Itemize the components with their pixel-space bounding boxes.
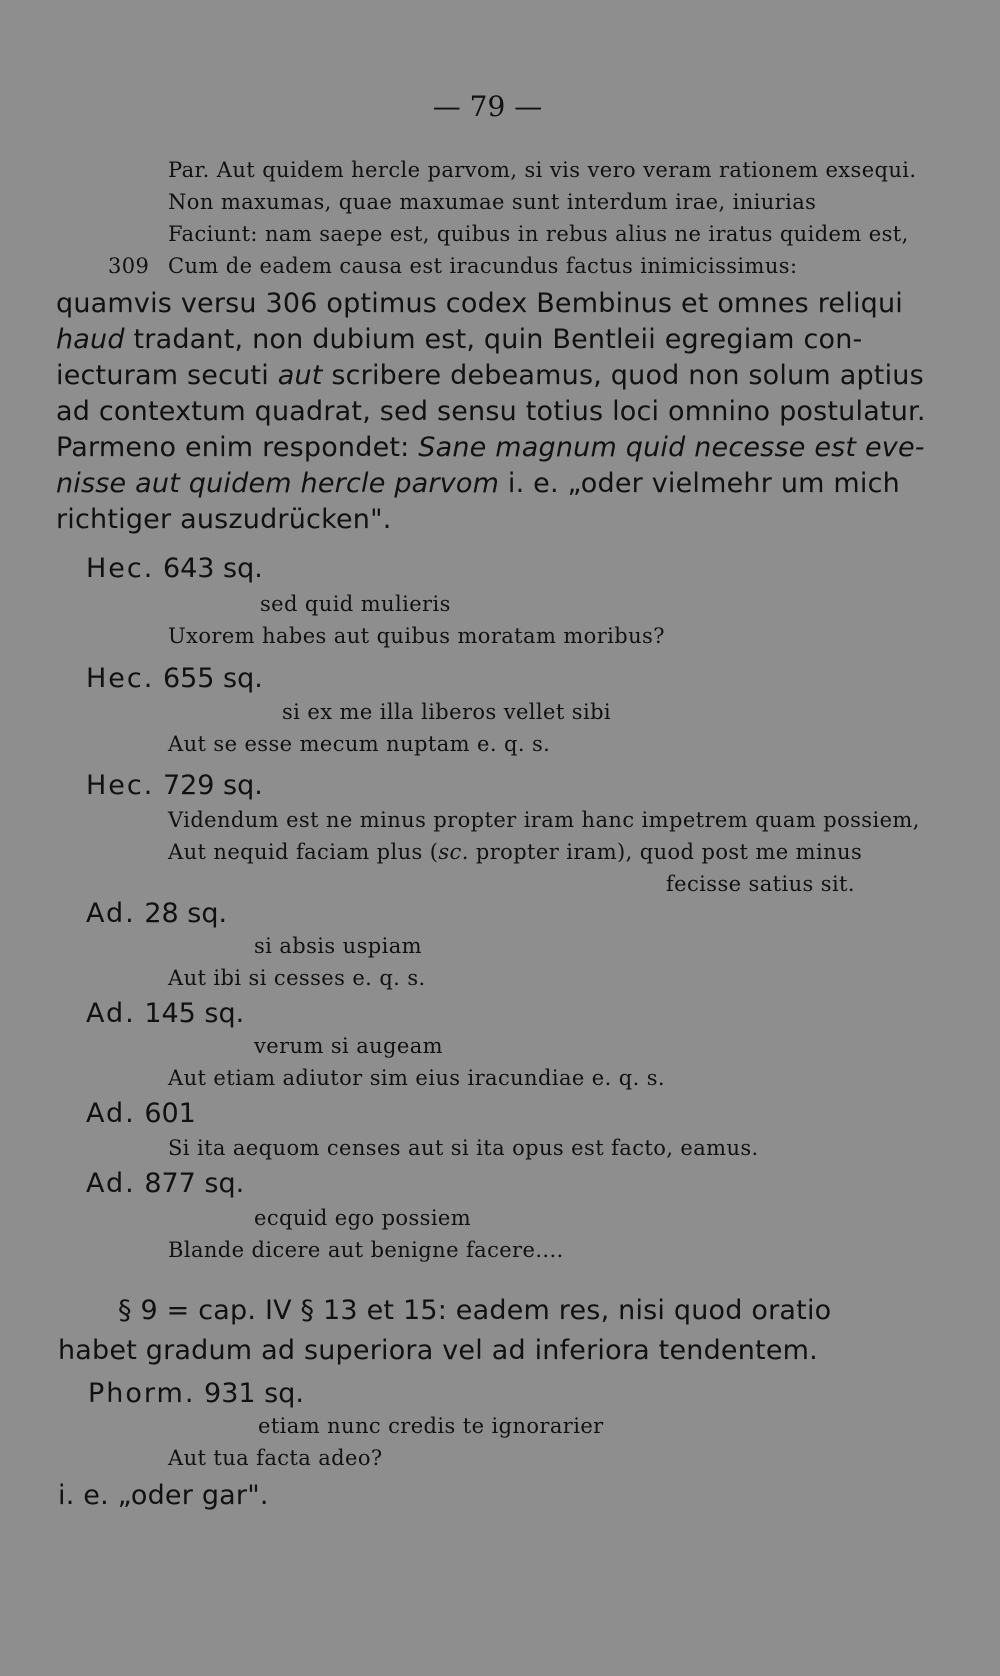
- verse-line: verum si augeam: [254, 1034, 443, 1058]
- commentary-text: iecturam secuti: [56, 360, 278, 391]
- citation-number: 601: [144, 1098, 196, 1129]
- commentary-text: Parmeno enim respondet:: [56, 432, 419, 463]
- commentary-line: quamvis versu 306 optimus codex Bembinus et omnes reliqui: [56, 288, 904, 319]
- commentary-line: richtiger auszudrücken".: [56, 504, 392, 535]
- citation-ref: [86, 663, 263, 694]
- commentary-italic: Sane magnum quid necesse est eve-: [418, 432, 925, 463]
- citation-number: 931 sq.: [204, 1378, 304, 1409]
- verse-line: Si ita aequom censes aut si ita opus est facto, eamus.: [168, 1136, 759, 1160]
- citation-ref: [86, 770, 263, 801]
- verse-line: Blande dicere aut benigne facere....: [168, 1238, 564, 1262]
- citation-play: Phorm.: [88, 1378, 196, 1409]
- section-text-line: habet gradum ad superiora vel ad inferiora tendentem.: [58, 1335, 818, 1366]
- verse-line: Aut se esse mecum nuptam e. q. s.: [168, 732, 551, 756]
- citation-ref: [86, 998, 244, 1029]
- citation-ref: [88, 1378, 304, 1409]
- citation-play: Ad.: [86, 1098, 136, 1129]
- citation-number: 643 sq.: [162, 553, 263, 584]
- verse-line: ecquid ego possiem: [254, 1206, 472, 1230]
- citation-play: Hec.: [86, 770, 155, 801]
- verse-line: Aut ibi si cesses e. q. s.: [168, 966, 426, 990]
- citation-ref: [86, 898, 227, 929]
- citation-play: Ad.: [86, 898, 136, 929]
- commentary-line: ad contextum quadrat, sed sensu totius loci omnino postulatur.: [56, 396, 926, 427]
- citation-number: 729 sq.: [162, 770, 263, 801]
- verse-line: etiam nunc credis te ignorarier: [258, 1414, 604, 1438]
- citation-number: 877 sq.: [144, 1168, 245, 1199]
- verse-line: Faciunt: nam saepe est, quibus in rebus alius ne iratus quidem est,: [168, 222, 909, 246]
- commentary-italic: haud: [56, 324, 125, 355]
- verse-line: sed quid mulieris: [260, 592, 451, 616]
- verse-line: Par. Aut quidem hercle parvom, si vis vero veram rationem exsequi.: [168, 158, 917, 182]
- citation-play: Ad.: [86, 1168, 136, 1199]
- verse-text: Aut nequid faciam plus (: [168, 840, 439, 864]
- verse-line: Videndum est ne minus propter iram hanc impetrem quam possiem,: [168, 808, 920, 832]
- citation-number: 28 sq.: [144, 898, 228, 929]
- verse-text: propter iram), quod post me minus: [468, 840, 863, 864]
- citation-number: 655 sq.: [162, 663, 263, 694]
- verse-line: Aut tua facta adeo?: [168, 1446, 383, 1470]
- commentary-text: tradant, non dubium est, quin Bentleii egregiam con-: [124, 324, 863, 355]
- citation-ref: [86, 1098, 196, 1129]
- citation-ref: [86, 553, 263, 584]
- section-heading-line: § 9 = cap. IV § 13 et 15: eadem res, nisi quod oratio: [118, 1295, 832, 1326]
- closing-line: i. e. „oder gar".: [58, 1480, 269, 1511]
- commentary-text: scribere debeamus, quod non solum aptius: [322, 360, 924, 391]
- verse-line: Aut etiam adiutor sim eius iracundiae e. q. s.: [168, 1066, 665, 1090]
- citation-number: 145 sq.: [144, 998, 245, 1029]
- citation-play: Hec.: [86, 663, 155, 694]
- commentary-line: [56, 468, 900, 499]
- citation-ref: [86, 1168, 244, 1199]
- citation-play: Hec.: [86, 553, 155, 584]
- commentary-italic: nisse aut quidem hercle parvom: [56, 468, 500, 499]
- commentary-italic: aut: [277, 360, 323, 391]
- line-number: 309: [108, 254, 150, 278]
- verse-line: Uxorem habes aut quibus moratam moribus?: [168, 624, 665, 648]
- verse-line: si absis uspiam: [254, 934, 422, 958]
- verse-line: [168, 840, 862, 864]
- verse-line: Non maxumas, quae maxumae sunt interdum irae, iniurias: [168, 190, 817, 214]
- page-number: — 79 —: [432, 90, 543, 123]
- verse-line: si ex me illa liberos vellet sibi: [282, 700, 612, 724]
- verse-line: Cum de eadem causa est iracundus factus inimicissimus:: [168, 254, 798, 278]
- commentary-line: [56, 324, 862, 355]
- citation-play: Ad.: [86, 998, 136, 1029]
- verse-line: fecisse satius sit.: [666, 872, 855, 896]
- commentary-text: i. e. „oder vielmehr um mich: [499, 468, 900, 499]
- commentary-line: [56, 432, 925, 463]
- commentary-line: [56, 360, 924, 391]
- verse-italic: sc.: [438, 840, 469, 864]
